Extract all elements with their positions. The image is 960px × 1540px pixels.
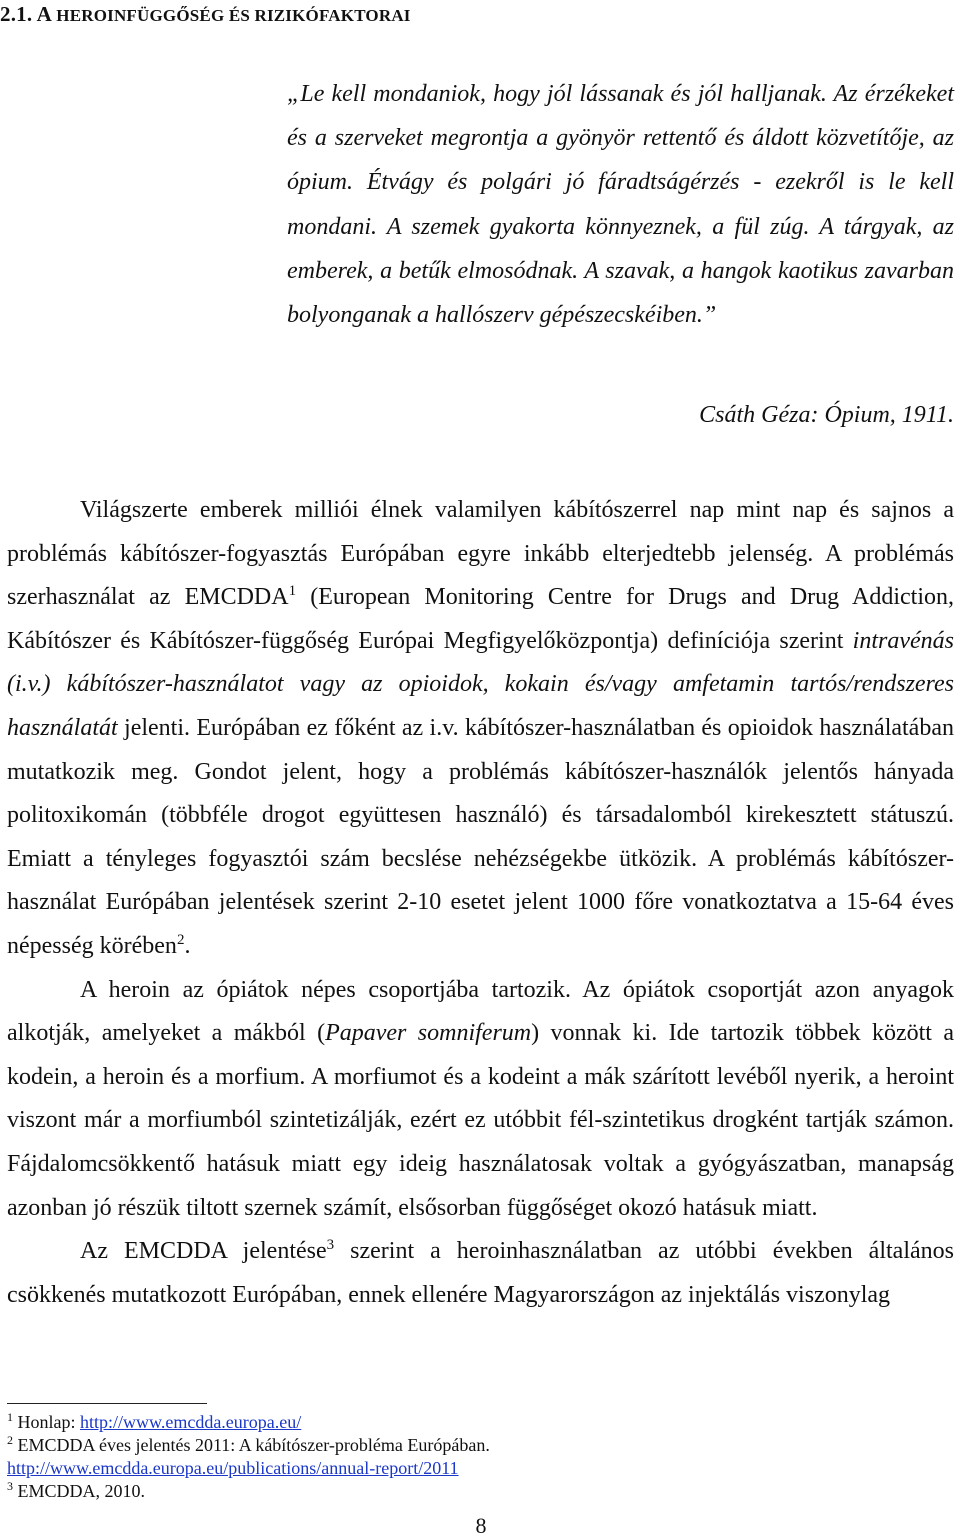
paragraph-3 (7, 1230, 954, 1317)
section-heading (0, 2, 411, 27)
footnote-link[interactable]: http://www.emcdda.europa.eu/ (80, 1412, 302, 1432)
footnote-mark: 1 (7, 1410, 13, 1424)
paragraph-text: szerint a heroinhasználatban az utóbbi években általános csökkenés mutatkozott Európában, ennek ellenére Magyarországon az injektálás viszonylag (7, 1238, 954, 1308)
footnote-text: Honlap: (13, 1412, 80, 1432)
heading-title: HEROINFÜGGŐSÉG ÉS RIZIKÓFAKTORAI (56, 6, 411, 25)
paragraph-1 (7, 489, 954, 969)
footnote-2-link-line (7, 1457, 954, 1480)
section-number: 2.1. (0, 2, 33, 26)
footnote-text: EMCDDA, 2010. (13, 1481, 146, 1501)
page-number: 8 (475, 1513, 487, 1538)
paragraph-text: . (184, 932, 191, 959)
paragraph-text: ) vonnak ki. Ide tartozik többek között a kodein, a heroin és a morfium. A morfiumot és a kodeint a mák szárított levéből nyerik, a heroint viszont már a morfiumból szintetizálják, ezért ez utóbbit fél-szintetikus drogként tartják számon. Fájdalomcsökkentő hatásuk miatt egy ideig használatosak voltak a gyógyászatban, manapság azonban jó részük tiltott szernek számít, elsősorban függőséget okozó hatásuk miatt. (7, 1020, 955, 1221)
footnote-mark: 3 (7, 1479, 13, 1493)
paragraph-text: (European Monitoring Centre for Drugs and Drug Addiction, Kábítószer és Kábítószer-függőség Európai Megfigyelőközpontja) definíciója szerint (7, 584, 954, 654)
footnote-2 (7, 1434, 954, 1457)
paragraph-text: jelenti. Európában ez főként az i.v. kábítószer-használatban és opioidok használatában mutatkozik meg. Gondot jelent, hogy a problémás kábítószer-használók jelentős hányada politoxikomán (többféle drogot együttesen használó) és társadalomból kirekesztett státuszú. Emiatt a tényleges fogyasztói szám becslése nehézségekbe ütközik. A problémás kábítószer-használat Európában jelentések szerint 2-10 esetet jelent 1000 főre vonatkoztatva a 15-64 éves népesség körében (7, 714, 954, 959)
paragraph-text: Világszerte emberek milliói élnek valamilyen kábítószerrel nap mint nap és sajnos a problémás kábítószer-fogyasztás Európában egyre inkább elterjedtebb jelenség. A problémás szerhasználat az EMCDDA (7, 497, 954, 611)
footnote-link[interactable]: http://www.emcdda.europa.eu/publications/annual-report/2011 (7, 1458, 459, 1478)
body-text (7, 489, 954, 1317)
paragraph-text: Az EMCDDA jelentése (80, 1238, 327, 1265)
footnote-ref-1[interactable]: 1 (288, 583, 297, 600)
definition-emphasis: intravénás (i.v.) kábítószer-használatot vagy az opioidok, kokain és/vagy amfetamin tartós/rendszeres használatát (7, 627, 954, 741)
footnotes (7, 1411, 954, 1503)
paragraph-text: A heroin az ópiátok népes csoportjába tartozik. Az ópiátok csoportját azon anyagok alkotják, amelyeket a mákból ( (7, 976, 954, 1047)
footnote-1 (7, 1411, 954, 1434)
epigraph-quote: „Le kell mondaniok, hogy jól lássanak és jól halljanak. Az érzékeket és a szerveket megrontja a gyönyör rettentő és áldott közvetítője, az ópium. Étvágy és polgári jó fáradtságérzés - ezekről is le kell mondani. A szemek gyakorta könnyeznek, a fül zúg. A tárgyak, az emberek, a betűk elmosódnak. A szavak, a hangok kaotikus zavarban bolyonganak a hallószerv gépészecskéiben.” (287, 81, 954, 329)
footnote-separator (7, 1403, 207, 1404)
paragraph-2 (7, 969, 954, 1231)
footnote-text: EMCDDA éves jelentés 2011: A kábítószer-probléma Európában. (13, 1435, 490, 1455)
heading-initial: A (36, 2, 51, 26)
species-name: Papaver somniferum (325, 1020, 532, 1047)
epigraph-attribution: Csáth Géza: Ópium, 1911. (699, 402, 954, 428)
footnote-ref-3[interactable]: 3 (326, 1237, 335, 1254)
footnote-mark: 2 (7, 1433, 13, 1447)
footnote-3 (7, 1480, 954, 1503)
footnote-ref-2[interactable]: 2 (176, 931, 185, 948)
